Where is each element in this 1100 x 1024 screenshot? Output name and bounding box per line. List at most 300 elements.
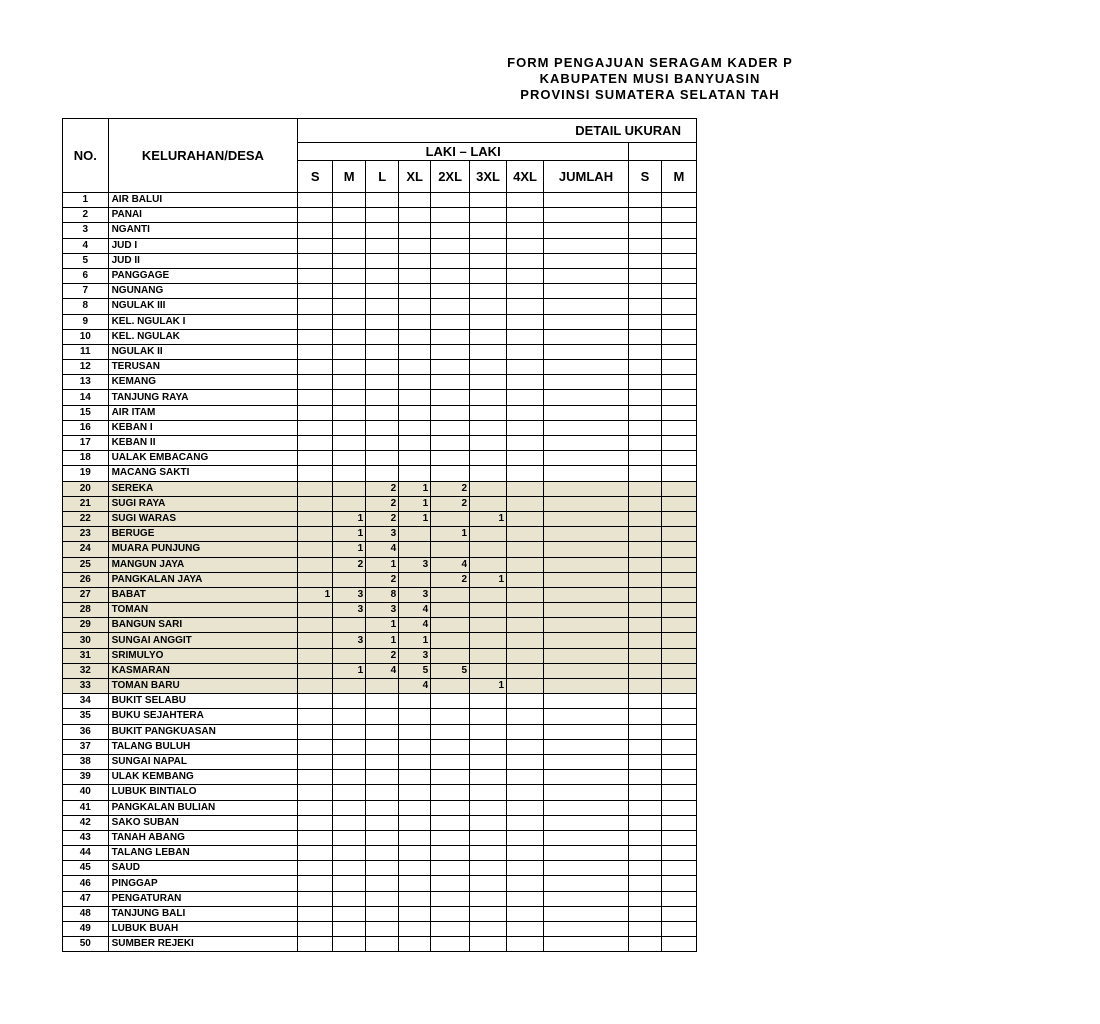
size-count-cell[interactable] [544,329,629,344]
size-count-cell[interactable] [470,481,507,496]
size-count-cell[interactable] [470,268,507,283]
size-count-cell[interactable] [399,891,431,906]
size-count-cell[interactable] [366,405,399,420]
size-count-cell[interactable] [661,876,696,891]
village-name-cell[interactable]: TOMAN [108,603,298,618]
size-count-cell[interactable] [298,208,333,223]
size-count-cell[interactable] [298,572,333,587]
row-number-cell[interactable]: 16 [63,420,109,435]
size-count-cell[interactable] [544,603,629,618]
size-count-cell[interactable]: 2 [431,496,470,511]
size-count-cell[interactable] [333,754,366,769]
size-count-cell[interactable] [431,268,470,283]
size-count-cell[interactable] [366,193,399,208]
size-count-cell[interactable] [431,420,470,435]
size-count-cell[interactable] [298,436,333,451]
size-count-cell[interactable] [661,709,696,724]
size-count-cell[interactable] [628,208,661,223]
row-number-cell[interactable]: 40 [63,785,109,800]
size-count-cell[interactable] [661,663,696,678]
size-count-cell[interactable] [661,603,696,618]
size-count-cell[interactable] [298,754,333,769]
size-count-cell[interactable] [544,496,629,511]
size-count-cell[interactable]: 1 [333,542,366,557]
size-count-cell[interactable]: 2 [366,648,399,663]
size-count-cell[interactable] [628,739,661,754]
size-count-cell[interactable] [399,542,431,557]
size-count-cell[interactable] [470,360,507,375]
size-count-cell[interactable] [661,815,696,830]
size-count-cell[interactable] [333,451,366,466]
size-count-cell[interactable] [399,527,431,542]
size-count-cell[interactable] [470,314,507,329]
size-count-cell[interactable] [431,861,470,876]
size-count-cell[interactable] [507,223,544,238]
size-count-cell[interactable] [298,679,333,694]
row-number-cell[interactable]: 33 [63,679,109,694]
size-count-cell[interactable] [544,618,629,633]
size-count-cell[interactable] [470,344,507,359]
size-count-cell[interactable] [544,815,629,830]
size-count-cell[interactable] [366,694,399,709]
size-count-cell[interactable] [544,830,629,845]
size-count-cell[interactable]: 4 [399,618,431,633]
size-count-cell[interactable] [366,906,399,921]
size-count-cell[interactable] [399,922,431,937]
size-count-cell[interactable] [366,284,399,299]
size-count-cell[interactable] [661,785,696,800]
size-count-cell[interactable] [661,633,696,648]
size-count-cell[interactable] [366,390,399,405]
size-count-cell[interactable]: 3 [366,603,399,618]
size-count-cell[interactable] [507,937,544,952]
size-count-cell[interactable] [470,208,507,223]
size-count-cell[interactable] [544,891,629,906]
village-name-cell[interactable]: BANGUN SARI [108,618,298,633]
size-count-cell[interactable] [366,876,399,891]
size-count-cell[interactable] [507,724,544,739]
size-count-cell[interactable] [628,299,661,314]
village-name-cell[interactable]: SAUD [108,861,298,876]
size-count-cell[interactable]: 2 [431,572,470,587]
size-count-cell[interactable] [399,770,431,785]
size-count-cell[interactable]: 3 [399,557,431,572]
size-count-cell[interactable] [298,770,333,785]
size-count-cell[interactable] [507,891,544,906]
size-count-cell[interactable] [298,724,333,739]
size-count-cell[interactable] [431,891,470,906]
size-count-cell[interactable] [661,739,696,754]
size-count-cell[interactable] [470,466,507,481]
size-count-cell[interactable] [470,420,507,435]
size-count-cell[interactable] [399,390,431,405]
row-number-cell[interactable]: 35 [63,709,109,724]
size-count-cell[interactable] [399,709,431,724]
size-count-cell[interactable] [431,314,470,329]
size-count-cell[interactable] [298,542,333,557]
size-count-cell[interactable] [333,739,366,754]
size-count-cell[interactable] [431,466,470,481]
size-count-cell[interactable] [298,694,333,709]
size-count-cell[interactable] [507,603,544,618]
size-count-cell[interactable] [431,922,470,937]
size-count-cell[interactable]: 2 [366,496,399,511]
size-count-cell[interactable] [470,633,507,648]
size-count-cell[interactable] [507,557,544,572]
size-count-cell[interactable] [333,314,366,329]
village-name-cell[interactable]: BABAT [108,587,298,602]
village-name-cell[interactable]: NGULAK II [108,344,298,359]
size-count-cell[interactable] [661,891,696,906]
size-count-cell[interactable] [544,572,629,587]
size-count-cell[interactable] [628,906,661,921]
size-count-cell[interactable] [431,405,470,420]
village-name-cell[interactable]: LUBUK BINTIALO [108,785,298,800]
row-number-cell[interactable]: 20 [63,481,109,496]
size-count-cell[interactable] [399,754,431,769]
row-number-cell[interactable]: 42 [63,815,109,830]
village-name-cell[interactable]: SUMBER REJEKI [108,937,298,952]
size-count-cell[interactable] [399,876,431,891]
size-count-cell[interactable] [333,648,366,663]
size-count-cell[interactable] [431,739,470,754]
village-name-cell[interactable]: SUGI WARAS [108,511,298,526]
size-count-cell[interactable]: 1 [333,663,366,678]
village-name-cell[interactable]: MANGUN JAYA [108,557,298,572]
size-count-cell[interactable] [366,830,399,845]
size-count-cell[interactable] [507,511,544,526]
size-count-cell[interactable] [544,906,629,921]
size-count-cell[interactable] [628,557,661,572]
size-count-cell[interactable] [661,208,696,223]
size-count-cell[interactable] [399,360,431,375]
size-count-cell[interactable] [298,830,333,845]
size-count-cell[interactable] [628,603,661,618]
size-count-cell[interactable] [333,496,366,511]
size-count-cell[interactable] [298,360,333,375]
size-count-cell[interactable] [333,405,366,420]
size-count-cell[interactable] [431,800,470,815]
size-count-cell[interactable] [507,375,544,390]
size-count-cell[interactable] [431,679,470,694]
size-count-cell[interactable] [298,876,333,891]
size-count-cell[interactable] [661,390,696,405]
size-count-cell[interactable]: 4 [366,542,399,557]
size-count-cell[interactable] [544,739,629,754]
village-name-cell[interactable]: NGUNANG [108,284,298,299]
size-count-cell[interactable] [507,466,544,481]
size-count-cell[interactable] [628,420,661,435]
size-count-cell[interactable] [399,694,431,709]
size-count-cell[interactable] [661,587,696,602]
size-count-cell[interactable]: 4 [431,557,470,572]
size-count-cell[interactable] [399,815,431,830]
size-count-cell[interactable] [298,906,333,921]
size-count-cell[interactable] [298,344,333,359]
size-count-cell[interactable] [661,694,696,709]
size-count-cell[interactable] [661,451,696,466]
size-count-cell[interactable] [431,906,470,921]
size-count-cell[interactable] [366,785,399,800]
size-count-cell[interactable] [628,679,661,694]
size-count-cell[interactable] [470,922,507,937]
size-count-cell[interactable] [298,633,333,648]
size-count-cell[interactable] [298,922,333,937]
size-count-cell[interactable]: 5 [399,663,431,678]
size-count-cell[interactable] [470,709,507,724]
size-count-cell[interactable]: 3 [399,587,431,602]
village-name-cell[interactable]: SUNGAI ANGGIT [108,633,298,648]
size-count-cell[interactable] [507,785,544,800]
size-count-cell[interactable] [661,846,696,861]
size-count-cell[interactable] [366,922,399,937]
size-count-cell[interactable] [470,405,507,420]
size-count-cell[interactable] [431,937,470,952]
size-count-cell[interactable] [431,648,470,663]
size-count-cell[interactable] [628,390,661,405]
size-count-cell[interactable] [431,770,470,785]
size-count-cell[interactable] [399,284,431,299]
village-name-cell[interactable]: TOMAN BARU [108,679,298,694]
size-count-cell[interactable] [333,846,366,861]
size-count-cell[interactable] [298,861,333,876]
size-count-cell[interactable] [544,511,629,526]
size-count-cell[interactable] [366,709,399,724]
size-count-cell[interactable] [507,815,544,830]
village-name-cell[interactable]: PANGGAGE [108,268,298,283]
size-count-cell[interactable]: 8 [366,587,399,602]
size-count-cell[interactable] [399,800,431,815]
size-count-cell[interactable] [661,375,696,390]
size-count-cell[interactable] [628,238,661,253]
size-count-cell[interactable] [507,861,544,876]
size-count-cell[interactable] [366,724,399,739]
size-count-cell[interactable] [366,420,399,435]
size-count-cell[interactable] [628,360,661,375]
size-count-cell[interactable] [431,709,470,724]
size-count-cell[interactable] [333,360,366,375]
size-count-cell[interactable] [298,451,333,466]
village-name-cell[interactable]: TALANG BULUH [108,739,298,754]
size-count-cell[interactable] [507,436,544,451]
size-count-cell[interactable] [431,284,470,299]
size-count-cell[interactable] [661,754,696,769]
village-name-cell[interactable]: BUKIT SELABU [108,694,298,709]
village-name-cell[interactable]: SRIMULYO [108,648,298,663]
size-count-cell[interactable] [628,785,661,800]
size-count-cell[interactable] [431,193,470,208]
size-count-cell[interactable] [366,329,399,344]
size-count-cell[interactable] [399,238,431,253]
size-count-cell[interactable] [298,785,333,800]
village-name-cell[interactable]: MACANG SAKTI [108,466,298,481]
size-count-cell[interactable] [366,238,399,253]
size-count-cell[interactable] [298,603,333,618]
size-count-cell[interactable] [628,770,661,785]
row-number-cell[interactable]: 38 [63,754,109,769]
size-count-cell[interactable] [628,253,661,268]
size-count-cell[interactable] [544,542,629,557]
size-count-cell[interactable] [431,754,470,769]
size-count-cell[interactable] [661,618,696,633]
size-count-cell[interactable] [544,436,629,451]
size-count-cell[interactable] [298,223,333,238]
size-count-cell[interactable]: 3 [399,648,431,663]
village-name-cell[interactable]: UALAK EMBACANG [108,451,298,466]
size-count-cell[interactable] [333,329,366,344]
size-count-cell[interactable] [544,466,629,481]
size-count-cell[interactable] [661,542,696,557]
size-count-cell[interactable] [470,436,507,451]
village-name-cell[interactable]: TERUSAN [108,360,298,375]
row-number-cell[interactable]: 19 [63,466,109,481]
size-count-cell[interactable] [628,876,661,891]
size-count-cell[interactable] [298,238,333,253]
size-count-cell[interactable] [298,709,333,724]
size-count-cell[interactable] [470,329,507,344]
size-count-cell[interactable] [333,193,366,208]
size-count-cell[interactable] [298,466,333,481]
size-count-cell[interactable] [628,891,661,906]
size-count-cell[interactable] [470,587,507,602]
size-count-cell[interactable] [470,663,507,678]
size-count-cell[interactable] [333,694,366,709]
size-count-cell[interactable] [470,770,507,785]
row-number-cell[interactable]: 18 [63,451,109,466]
size-count-cell[interactable] [507,633,544,648]
size-count-cell[interactable] [431,436,470,451]
village-name-cell[interactable]: BERUGE [108,527,298,542]
size-count-cell[interactable] [366,937,399,952]
size-count-cell[interactable] [399,436,431,451]
size-count-cell[interactable] [470,906,507,921]
size-count-cell[interactable] [399,466,431,481]
row-number-cell[interactable]: 25 [63,557,109,572]
village-name-cell[interactable]: LUBUK BUAH [108,922,298,937]
size-count-cell[interactable] [544,314,629,329]
size-count-cell[interactable] [507,906,544,921]
size-count-cell[interactable] [431,815,470,830]
row-number-cell[interactable]: 13 [63,375,109,390]
size-count-cell[interactable] [333,876,366,891]
size-count-cell[interactable] [507,587,544,602]
size-count-cell[interactable] [628,481,661,496]
village-name-cell[interactable]: ULAK KEMBANG [108,770,298,785]
size-count-cell[interactable] [507,405,544,420]
size-count-cell[interactable] [661,253,696,268]
row-number-cell[interactable]: 22 [63,511,109,526]
size-count-cell[interactable] [628,937,661,952]
size-count-cell[interactable] [470,800,507,815]
size-count-cell[interactable] [628,405,661,420]
size-count-cell[interactable] [507,451,544,466]
size-count-cell[interactable] [507,648,544,663]
size-count-cell[interactable] [298,299,333,314]
size-count-cell[interactable] [431,344,470,359]
size-count-cell[interactable] [366,375,399,390]
size-count-cell[interactable] [628,587,661,602]
size-count-cell[interactable]: 2 [431,481,470,496]
size-count-cell[interactable] [399,314,431,329]
row-number-cell[interactable]: 17 [63,436,109,451]
size-count-cell[interactable] [470,253,507,268]
size-count-cell[interactable] [470,846,507,861]
size-count-cell[interactable] [628,861,661,876]
size-count-cell[interactable] [507,193,544,208]
size-count-cell[interactable] [298,496,333,511]
size-count-cell[interactable] [507,542,544,557]
size-count-cell[interactable] [431,451,470,466]
size-count-cell[interactable] [507,663,544,678]
size-count-cell[interactable] [333,922,366,937]
size-count-cell[interactable] [544,253,629,268]
row-number-cell[interactable]: 37 [63,739,109,754]
size-count-cell[interactable] [544,557,629,572]
size-count-cell[interactable] [507,208,544,223]
size-count-cell[interactable] [628,709,661,724]
size-count-cell[interactable]: 1 [399,481,431,496]
row-number-cell[interactable]: 8 [63,299,109,314]
size-count-cell[interactable] [366,800,399,815]
row-number-cell[interactable]: 32 [63,663,109,678]
size-count-cell[interactable] [298,618,333,633]
size-count-cell[interactable] [544,268,629,283]
size-count-cell[interactable]: 1 [399,496,431,511]
village-name-cell[interactable]: AIR BALUI [108,193,298,208]
size-count-cell[interactable] [298,846,333,861]
size-count-cell[interactable] [366,253,399,268]
row-number-cell[interactable]: 27 [63,587,109,602]
size-count-cell[interactable] [661,436,696,451]
row-number-cell[interactable]: 31 [63,648,109,663]
size-count-cell[interactable] [628,329,661,344]
size-count-cell[interactable] [366,299,399,314]
size-count-cell[interactable] [399,785,431,800]
size-count-cell[interactable] [661,800,696,815]
size-count-cell[interactable] [298,329,333,344]
size-count-cell[interactable] [470,891,507,906]
size-count-cell[interactable] [470,937,507,952]
size-count-cell[interactable] [661,496,696,511]
size-count-cell[interactable] [431,390,470,405]
size-count-cell[interactable] [399,830,431,845]
size-count-cell[interactable] [507,572,544,587]
size-count-cell[interactable] [333,238,366,253]
row-number-cell[interactable]: 48 [63,906,109,921]
size-count-cell[interactable] [470,390,507,405]
size-count-cell[interactable] [366,208,399,223]
size-count-cell[interactable] [399,344,431,359]
size-count-cell[interactable] [544,800,629,815]
size-count-cell[interactable] [507,694,544,709]
size-count-cell[interactable] [333,785,366,800]
size-count-cell[interactable] [298,193,333,208]
size-count-cell[interactable] [628,724,661,739]
size-count-cell[interactable] [544,587,629,602]
size-count-cell[interactable]: 1 [333,511,366,526]
size-count-cell[interactable] [507,846,544,861]
size-count-cell[interactable] [298,557,333,572]
size-count-cell[interactable] [431,299,470,314]
size-count-cell[interactable] [431,511,470,526]
size-count-cell[interactable]: 1 [366,618,399,633]
village-name-cell[interactable]: TANAH ABANG [108,830,298,845]
size-count-cell[interactable] [661,299,696,314]
village-name-cell[interactable]: JUD I [108,238,298,253]
size-count-cell[interactable] [544,937,629,952]
size-count-cell[interactable] [661,679,696,694]
village-name-cell[interactable]: KEMANG [108,375,298,390]
